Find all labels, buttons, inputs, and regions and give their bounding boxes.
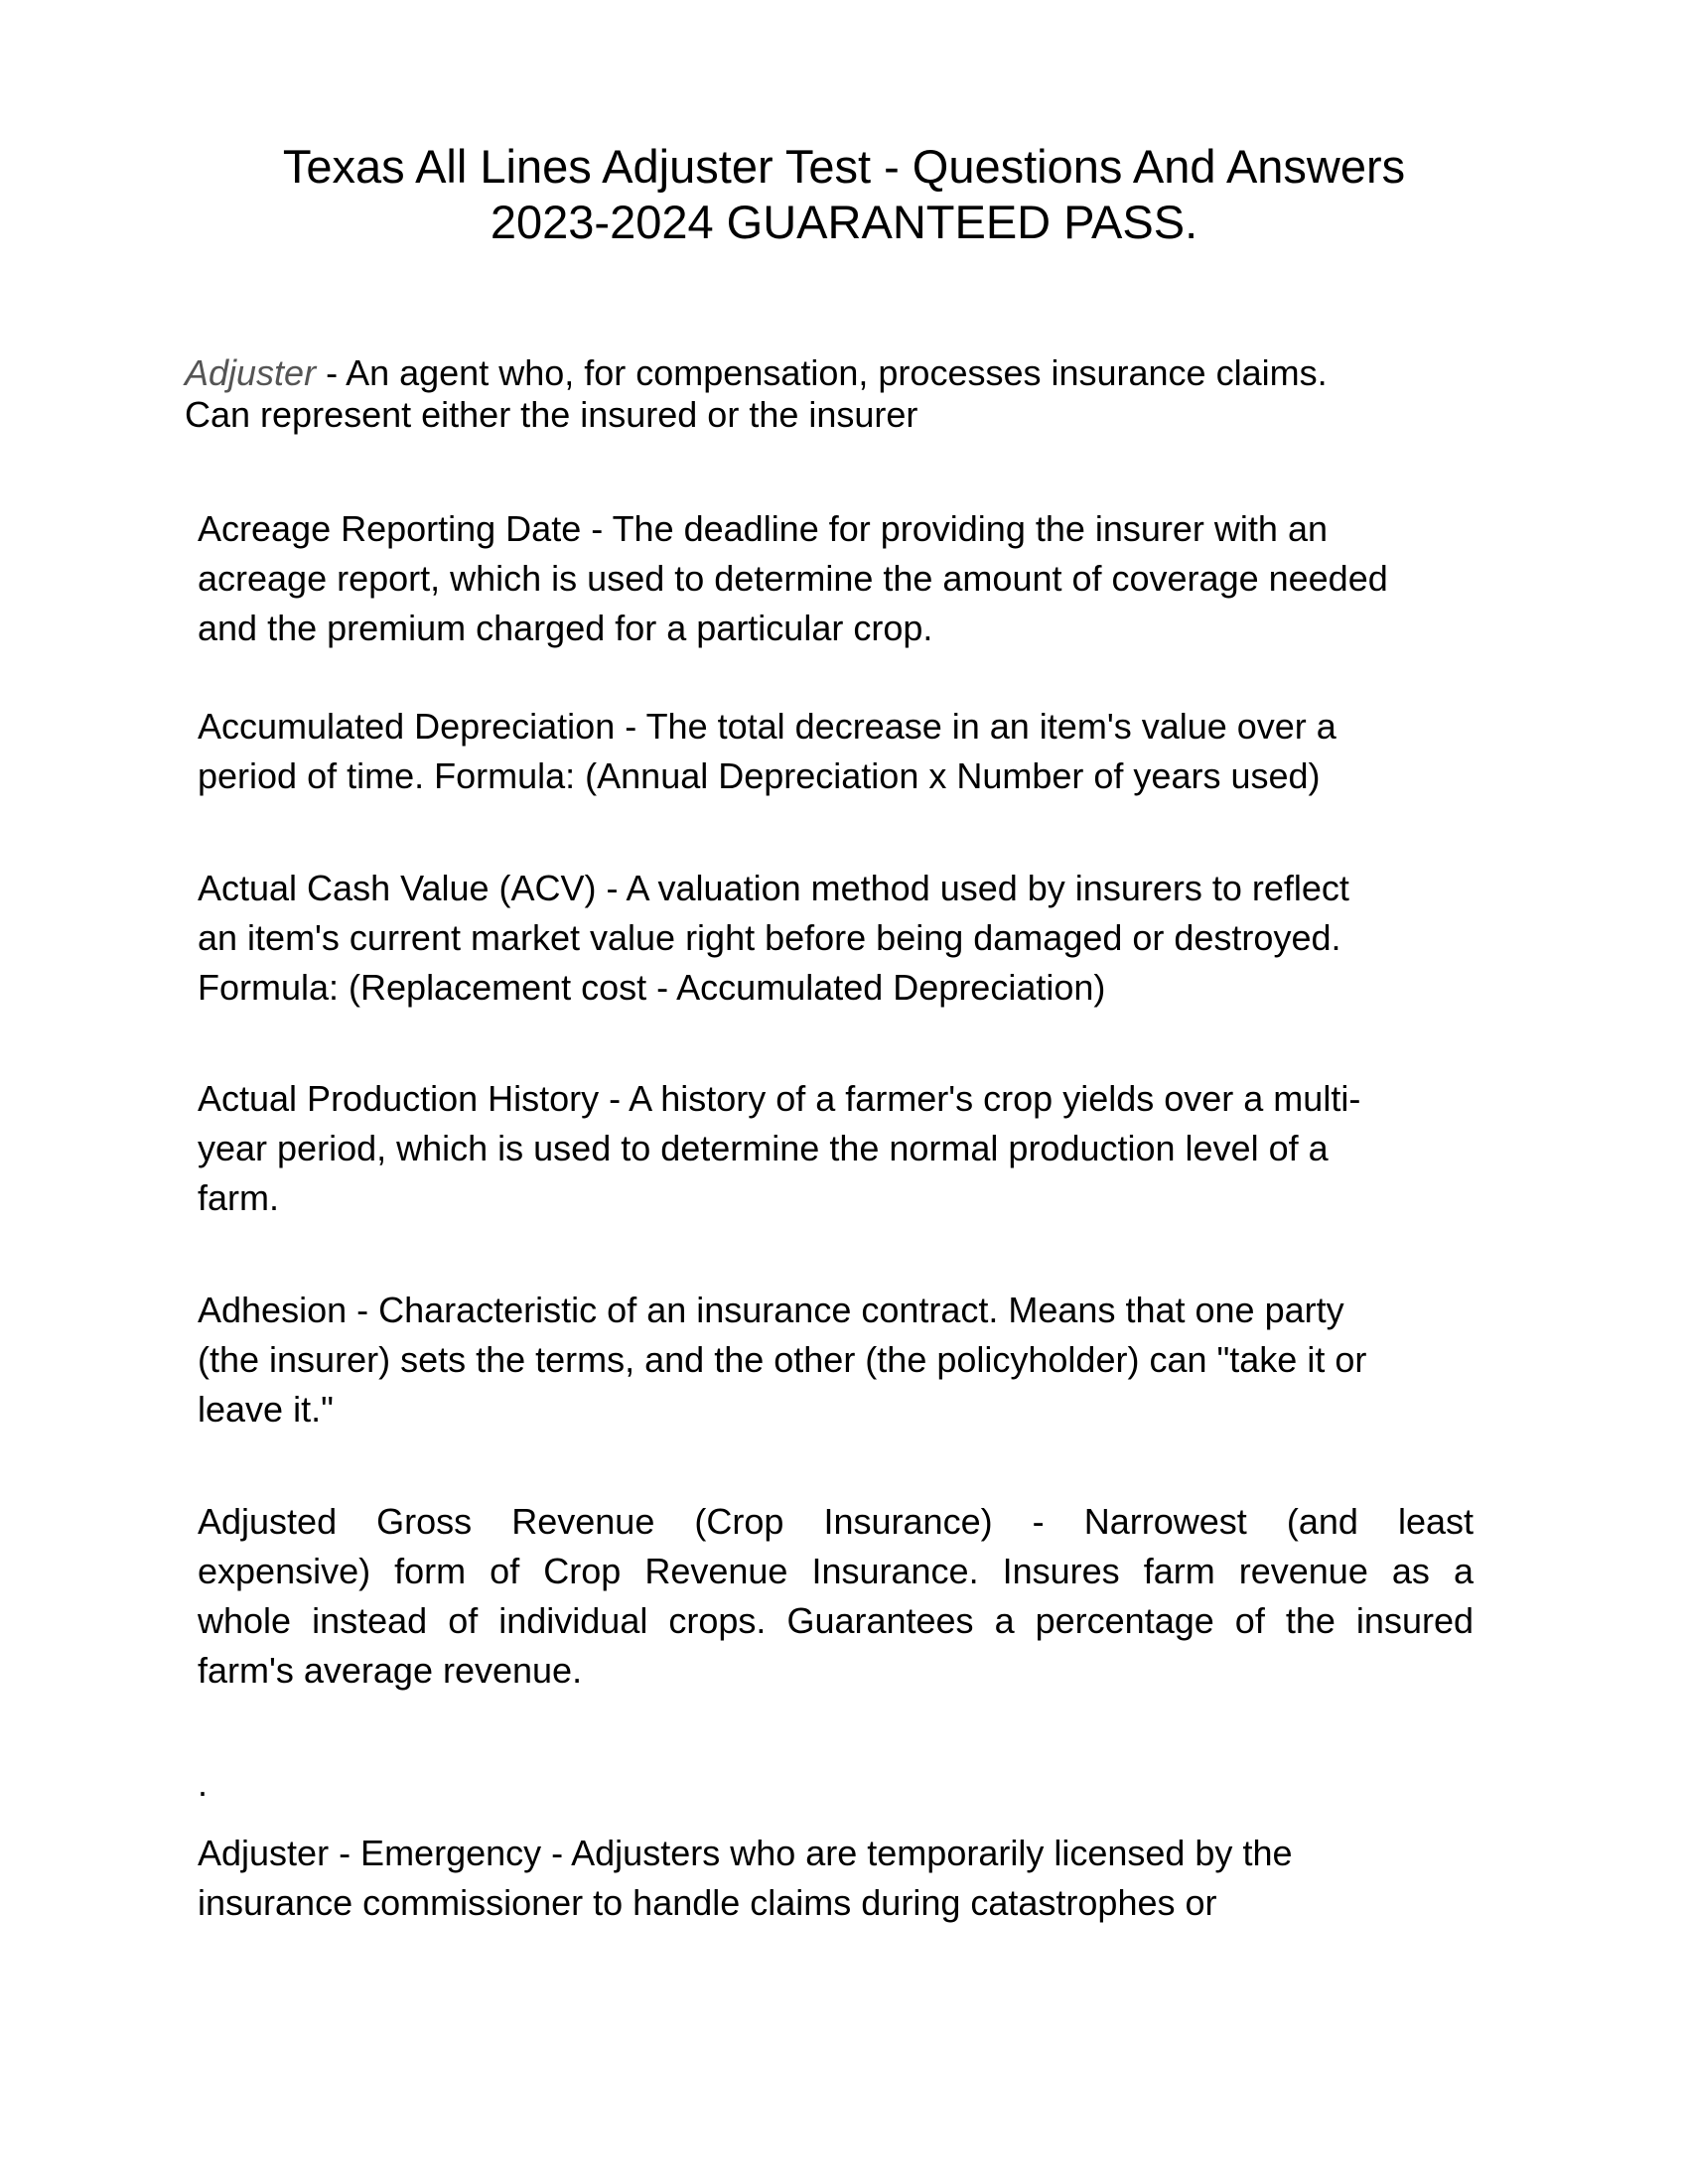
entry-line: insurance commissioner to handle claims during catastrophes or: [198, 1882, 1217, 1923]
entry-acreage-reporting-date: [198, 504, 1388, 653]
entry-line: and the premium charged for a particular crop.: [198, 608, 933, 648]
entry-line: Can represent either the insured or the insurer: [185, 394, 918, 435]
entry-line: [185, 352, 1328, 394]
entry-line: year period, which is used to determine the normal production level of a: [198, 1128, 1329, 1168]
entry-adjusted-gross-revenue: [198, 1497, 1474, 1696]
entry-adjuster: [185, 352, 1328, 436]
entry-line: Actual Cash Value (ACV) - A valuation method used by insurers to reflect: [198, 868, 1349, 908]
entry-line: Adhesion - Characteristic of an insurance contract. Means that one party: [198, 1290, 1344, 1330]
entry-line: period of time. Formula: (Annual Depreciation x Number of years used): [198, 755, 1321, 796]
entry-line: farm.: [198, 1177, 280, 1218]
entry-line: .: [198, 1763, 209, 1804]
entry-line: Acreage Reporting Date - The deadline for providing the insurer with an: [198, 508, 1328, 549]
entry-line: acreage report, which is used to determine the amount of coverage needed: [198, 558, 1388, 599]
entry-accumulated-depreciation: [198, 702, 1336, 801]
entry-line: Actual Production History - A history of a farmer's crop yields over a multi-: [198, 1078, 1361, 1119]
entry-line: Adjusted Gross Revenue (Crop Insurance) - Narrowest (and least: [198, 1501, 1474, 1542]
entry-line: Accumulated Depreciation - The total decrease in an item's value over a: [198, 706, 1336, 747]
title-line: Texas All Lines Adjuster Test - Questions And Answers: [282, 140, 1406, 193]
entry-line: an item's current market value right before being damaged or destroyed.: [198, 917, 1341, 958]
title-line: 2023-2024 GUARANTEED PASS.: [490, 196, 1198, 248]
entry-line: (the insurer) sets the terms, and the other (the policyholder) can "take it or: [198, 1339, 1367, 1380]
entry-line: whole instead of individual crops. Guarantees a percentage of the insured: [198, 1600, 1474, 1641]
separator-dot: [198, 1759, 208, 1809]
entry-actual-production-history: [198, 1074, 1360, 1223]
entry-adjuster-emergency: [198, 1829, 1292, 1928]
entry-line: leave it.": [198, 1389, 334, 1430]
entry-line: expensive) form of Crop Revenue Insurance. Insures farm revenue as a: [198, 1551, 1474, 1591]
entry-definition: - An agent who, for compensation, processes insurance claims.: [316, 352, 1328, 393]
entry-term: Adjuster: [185, 352, 317, 393]
page-title: [0, 139, 1688, 250]
entry-actual-cash-value: [198, 864, 1349, 1013]
entry-line: Adjuster - Emergency - Adjusters who are temporarily licensed by the: [198, 1833, 1293, 1873]
entry-line: Formula: (Replacement cost - Accumulated Depreciation): [198, 967, 1106, 1008]
entry-adhesion: [198, 1286, 1366, 1434]
entry-line: farm's average revenue.: [198, 1650, 583, 1691]
